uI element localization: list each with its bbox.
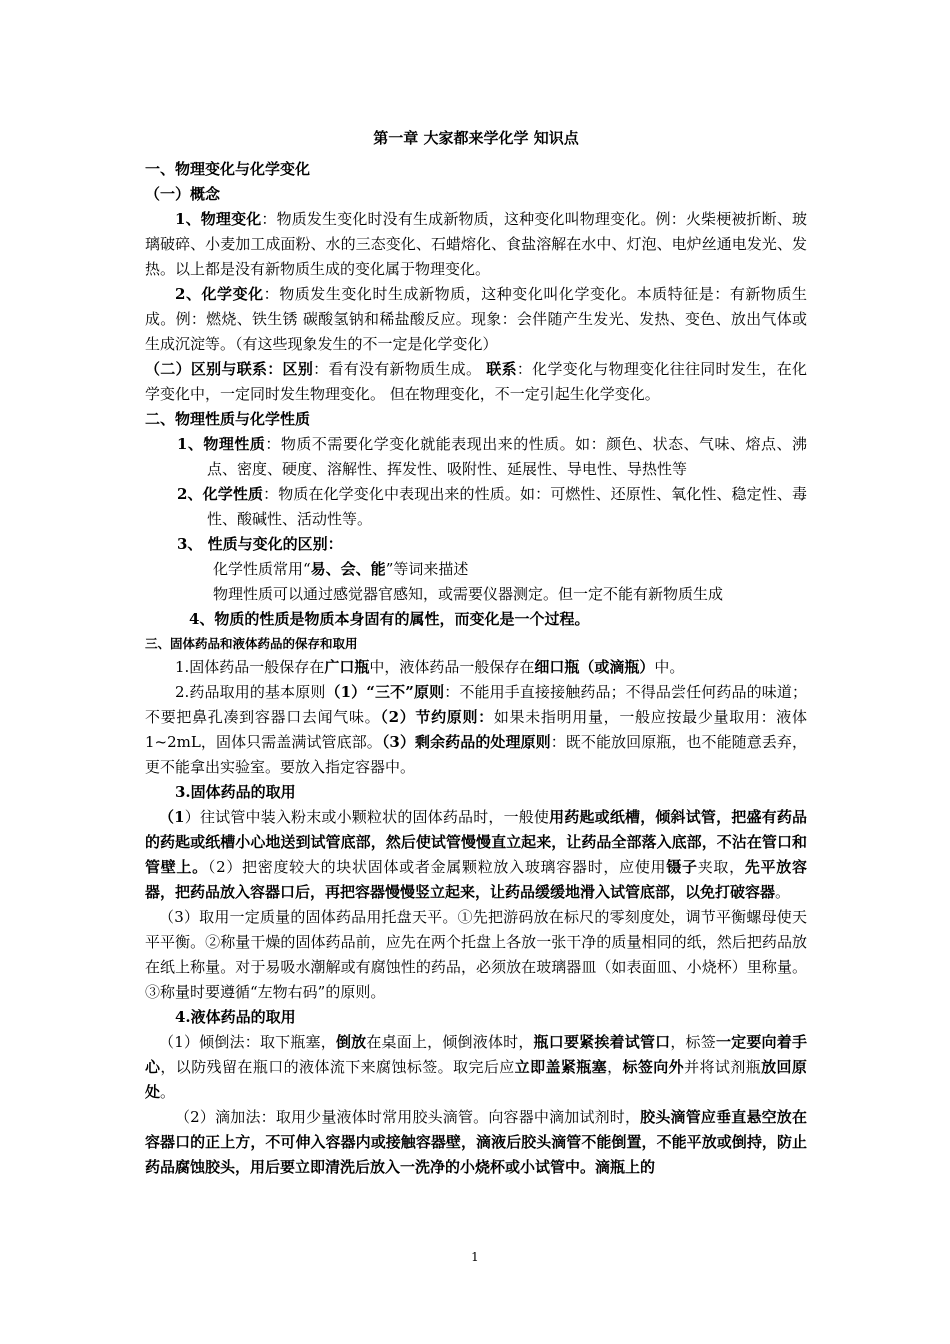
page-number: 1 bbox=[471, 1250, 479, 1264]
paragraph-physical-property-sense: 物理性质可以通过感觉器官感知，或需要仪器测定。但一定不能有新物质生成 bbox=[213, 585, 724, 603]
page-title: 第一章 大家都来学化学 知识点 bbox=[373, 129, 579, 147]
section-1-heading: 一、物理变化与化学变化 bbox=[145, 160, 311, 178]
paragraph-pouring: （1）倾倒法：取下瓶塞，倒放在桌面上，倾倒液体时，瓶口要紧挨着试管口，标签一定要向着手心，以防残留在瓶口的液体流下来腐蚀标签。取完后应立即盖紧瓶塞，标签向外并将试剂瓶放回原处。 bbox=[145, 1033, 807, 1101]
paragraph-property-vs-change: 3、 性质与变化的区别： bbox=[177, 535, 343, 553]
section-3-heading: 三、固体药品和液体药品的保存和取用 bbox=[145, 636, 358, 651]
paragraph-chemical-property: 2、化学性质：物质在化学变化中表现出来的性质。如：可燃性、还原性、氧化性、稳定性、毒性、酸碱性、活动性等。 bbox=[177, 485, 807, 528]
section-2-heading: 二、物理性质与化学性质 bbox=[145, 410, 311, 428]
paragraph-property-intrinsic: 4、物质的性质是物质本身固有的属性，而变化是一个过程。 bbox=[189, 610, 590, 628]
paragraph-storage: 1.固体药品一般保存在广口瓶中，液体药品一般保存在细口瓶（或滴瓶）中。 bbox=[175, 658, 685, 676]
paragraph-dropping: （2）滴加法：取用少量液体时常用胶头滴管。向容器中滴加试剂时，胶头滴管应垂直悬空放在容器口的正上方，不可伸入容器内或接触容器壁，滴液后胶头滴管不能倒置，不能平放或倒持，防止药品腐蚀胶头，用后要立即清洗后放入一洗净的小烧杯或小试管中。滴瓶上的 bbox=[145, 1108, 807, 1176]
term-chemical-change: 2、化学变化 bbox=[175, 285, 264, 303]
paragraph-chemical-change: 2、化学变化：物质发生变化时生成新物质，这种变化叫化学变化。本质特征是：有新物质生成。例：燃烧、铁生锈 碳酸氢钠和稀盐酸反应。现象：会伴随产生发光、发热、变色、放出气体或生成沉淀等。（有这些现象发生的不一定是化学变化） bbox=[145, 285, 807, 353]
paragraph-physical-property: 1、物理性质：物质不需要化学变化就能表现出来的性质。如：颜色、状态、气味、熔点、沸点、密度、硬度、溶解性、挥发性、吸附性、延展性、导电性、导热性等 bbox=[177, 435, 807, 478]
paragraph-chemical-property-words: 化学性质常用“易、会、能”等词来描述 bbox=[213, 560, 469, 578]
paragraph-balance: （3）取用一定质量的固体药品用托盘天平。①先把游码放在标尺的零刻度处，调节平衡螺母使天平平衡。②称量干燥的固体药品前，应先在两个托盘上各放一张干净的质量相同的纸，然后把药品放在纸上称量。对于易吸水潮解或有腐蚀性的药品，必须放在玻璃器皿（如表面皿、小烧杯）里称量。③称量时要遵循“左物右码”的原则。 bbox=[145, 908, 807, 1001]
subsection-solid-heading: 3.固体药品的取用 bbox=[175, 783, 296, 801]
term-physical-change: 1、物理变化 bbox=[175, 210, 262, 228]
paragraph-physical-change: 1、物理变化：物质发生变化时没有生成新物质，这种变化叫物理变化。例：火柴梗被折断、玻璃破碎、小麦加工成面粉、水的三态变化、石蜡熔化、食盐溶解在水中、灯泡、电炉丝通电发光、发热。以上都是没有新物质生成的变化属于物理变化。 bbox=[145, 210, 807, 278]
paragraph-basic-principles: 2.药品取用的基本原则（1）“三不”原则：不能用手直接接触药品；不得品尝任何药品的味道；不要把鼻孔凑到容器口去闻气味。（2）节约原则：如果未指明用量，一般应按最少量取用：液体1~2mL，固体只需盖满试管底部。（3）剩余药品的处理原则：既不能放回原瓶，也不能随意丢弃，更不能拿出实验室。要放入指定容器中。 bbox=[145, 683, 807, 776]
section-1-sub-heading: （一）概念 bbox=[145, 185, 221, 203]
paragraph-difference-relation: （二）区别与联系：区别：看有没有新物质生成。 联系：化学变化与物理变化往往同时发生，在化学变化中，一定同时发生物理变化。 但在物理变化，不一定引起生化学变化。 bbox=[145, 360, 807, 403]
document-body bbox=[145, 126, 807, 1180]
paragraph-solid-handling: （1）往试管中装入粉末或小颗粒状的固体药品时，一般使用药匙或纸槽，倾斜试管，把盛有药品的药匙或纸槽小心地送到试管底部，然后使试管慢慢直立起来，让药品全部落入底部，不沾在管口和管壁上。（2）把密度较大的块状固体或者金属颗粒放入玻璃容器时，应使用镊子夹取，先平放容器，把药品放入容器口后，再把容器慢慢竖立起来，让药品缓缓地滑入试管底部，以免打破容器。 bbox=[145, 808, 807, 901]
subsection-liquid-heading: 4.液体药品的取用 bbox=[175, 1008, 296, 1026]
